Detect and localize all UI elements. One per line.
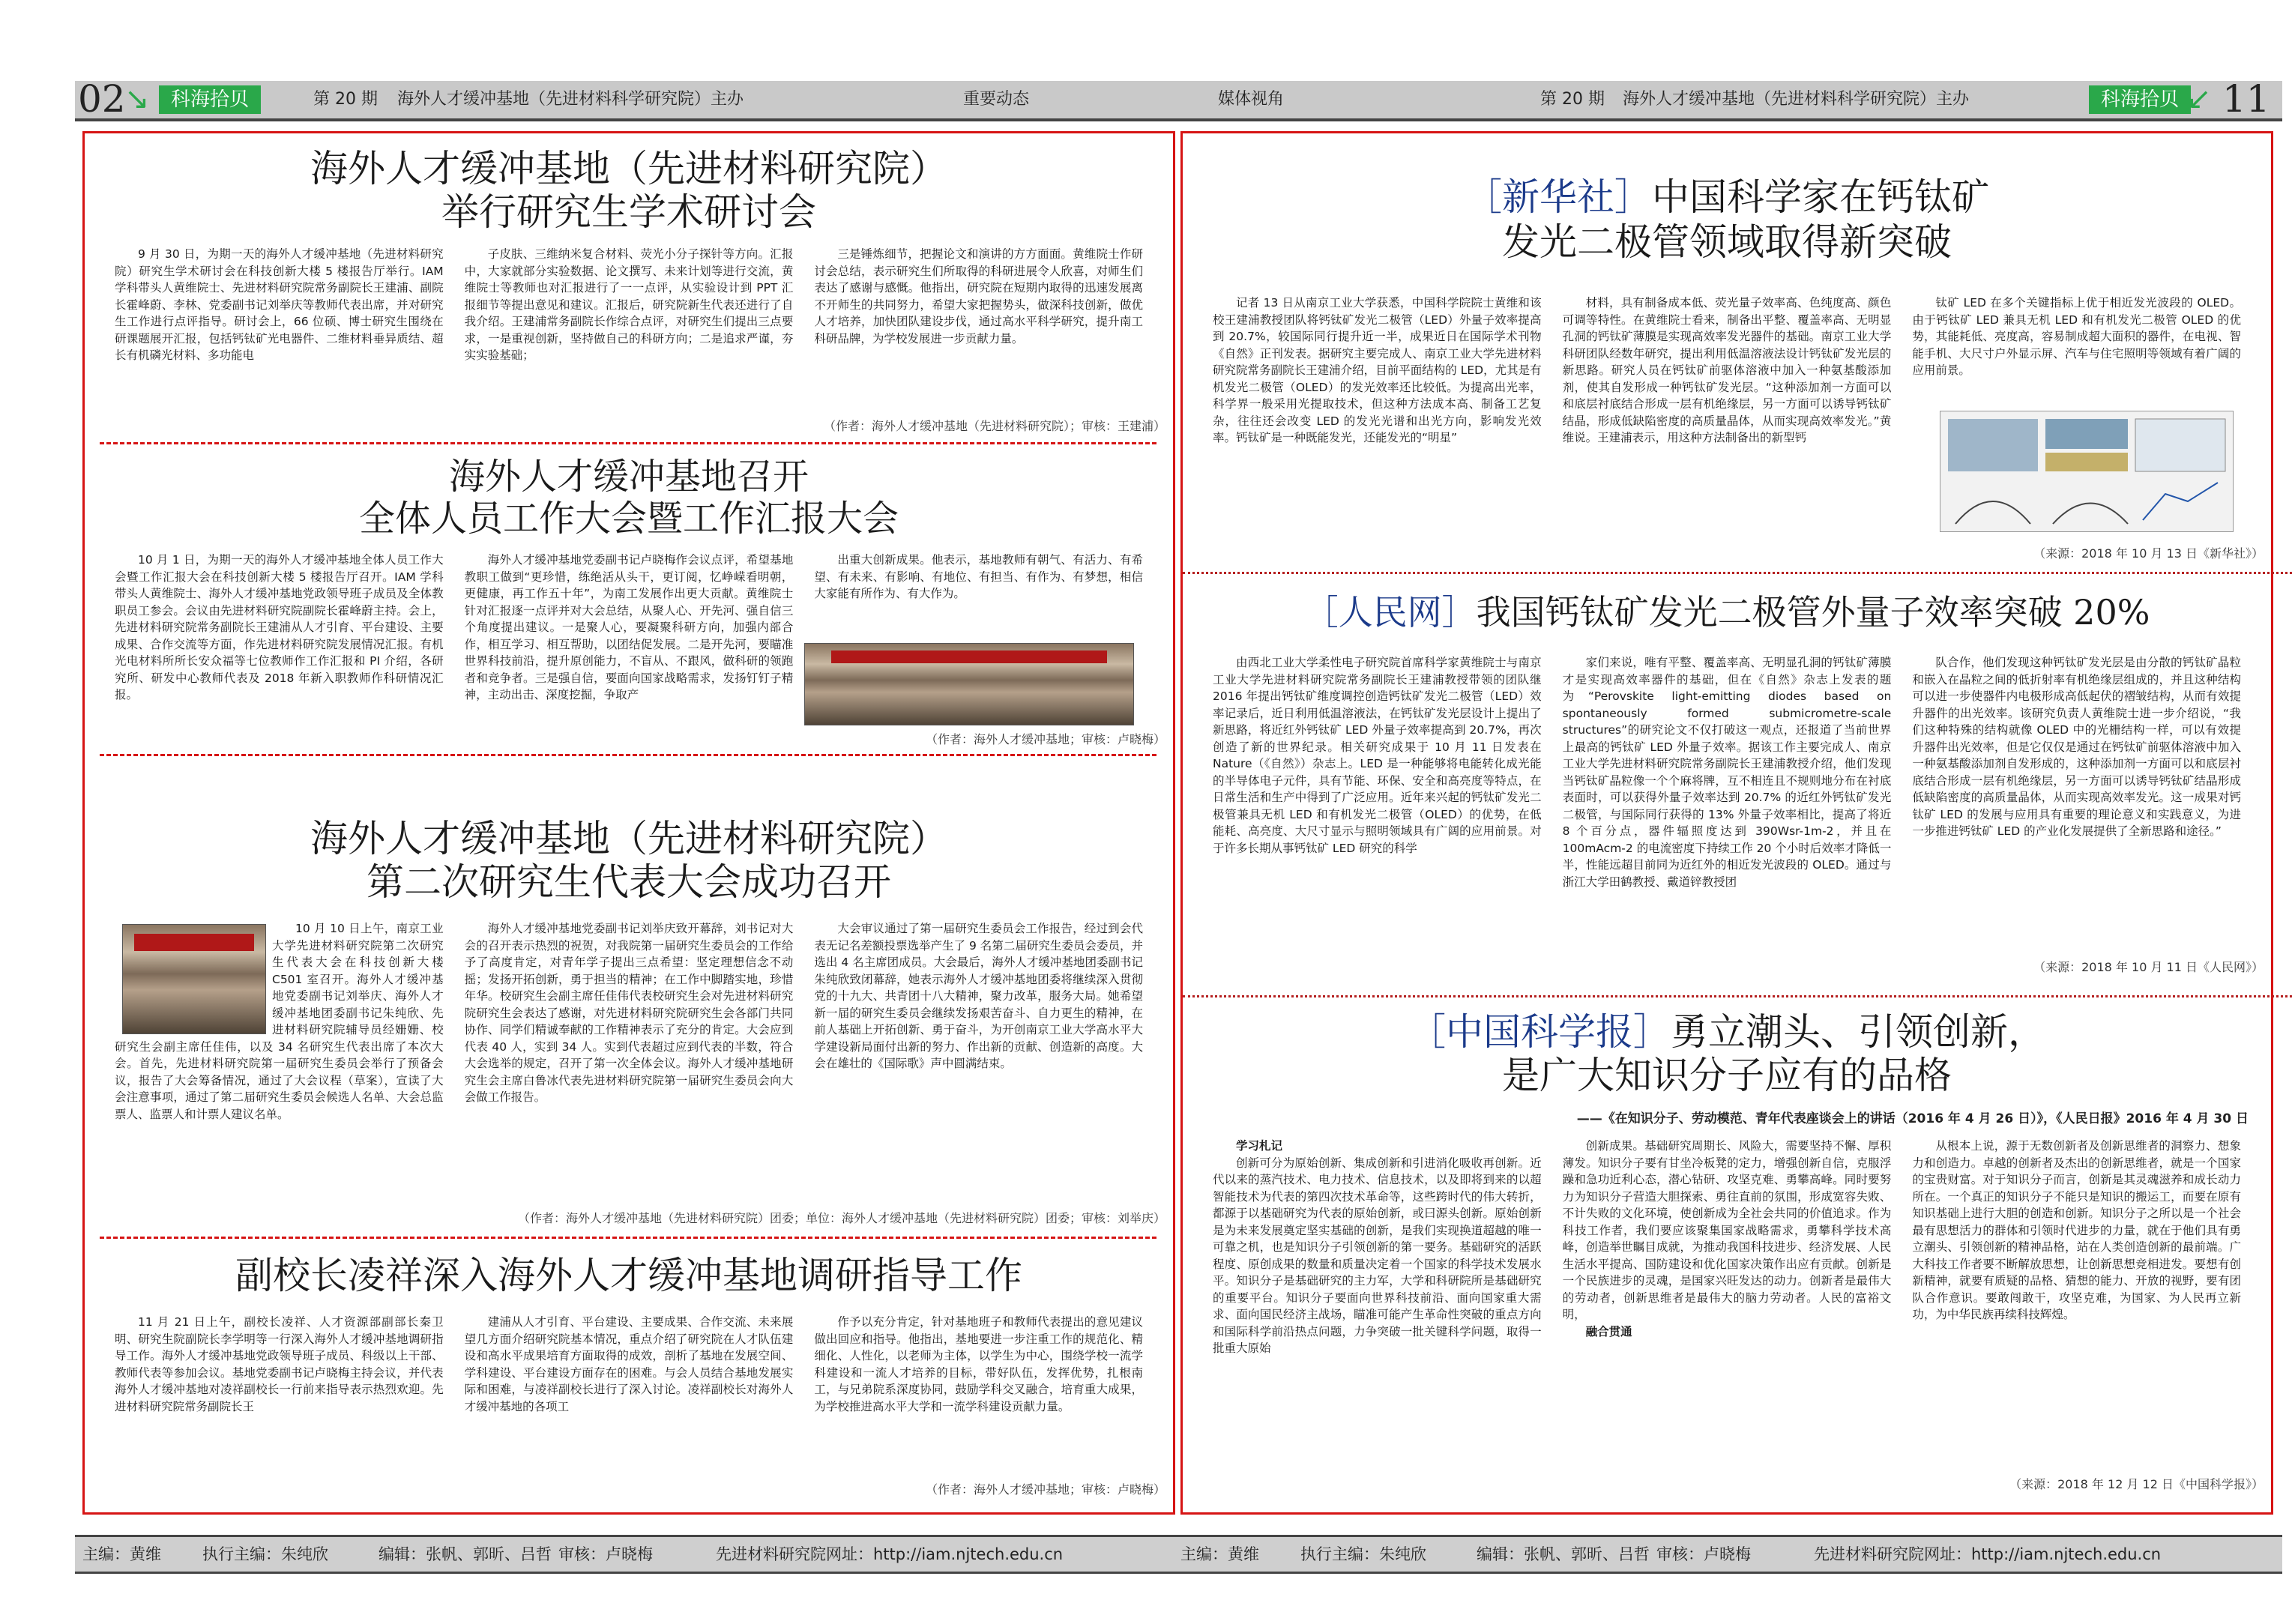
sponsor-text: 海外人才缓冲基地（先进材料科学研究院）主办 [1623,90,1970,109]
article-body: 10 月 1 日，为期一天的海外人才缓冲基地全体人员工作大会暨工作汇报大会在科技创新大楼 5 楼报告厅召开。IAM 学科带头人黄维院士、海外人才缓冲基地党政领导班子成员及全体教职员工参会。会议由先进材料研究院副院长霍峰蔚主持。会上，先进材料研究院常务副院长王建浦从人才引育、平台建设、主要成果、合作交流等方面，作先进材料研究院发展情况汇报。有机光电材料所所长安众福等七位教师作工作汇报和 PI 介绍，各研究所、研发中心教师代表及 2018 年新入职教师作科研情况汇报。 海外人才缓冲基地党委副书记卢晓梅作会议点评，希望基地教职工做到“更珍惜，练绝活从头干，更订阅，忆峥嵘看明朝，更健康，再工作五十年”，为南工发展作出更大贡献。黄维院士针对汇报逐一点评并对大会总结，从聚人心、开先河、强自信三个角度提出建议。一是聚人心，要凝聚科研方向，加强内部合作，相互学习、相互帮助，以团结促发展。二是开先河，要瞄准世界科技前沿，提升原创能力，不盲从、不跟风，做科研的领跑者和竞争者。三是强自信，要面向国家战略需求，发扬钉钉子精神，主动出击、深度挖掘，争取产 出重大创新成果。他表示，基地教师有朝气、有活力、有希望、有未来、有影响、有地位、有担当、有作为、有梦想，相信大家能有所作为、有大作为。 [115,553,1144,701]
article-china-science-daily [1198,1010,2256,1097]
left-header [75,77,1184,121]
meeting-group-photo [804,643,1134,725]
article-credit: （作者：海外人才缓冲基地（先进材料研究院）团委；单位：海外人才缓冲基地（先进材料研究院）团委；审核：刘举庆） [517,1211,1165,1225]
section-name: 媒体视角 [1218,90,1285,109]
figure-curve [2143,483,2218,520]
article-body: 学习札记 创新可分为原始创新、集成创新和引进消化吸收再创新。近代以来的蒸汽技术、电力技术、信息技术，以及即将到来的以超智能技术为代表的第四次技术革命等，这些跨时代的伟大转折，都源于以基础研究为代表的原始创新，或曰源头创新。原始创新是为未来发展奠定坚实基础的创新，是我们实现换道超越的唯一可靠之机，也是知识分子引领创新的第一要务。基础研究的活跃程度、原创成果的数量和质量决定着一个国家的科学技术发展水平。知识分子是基础研究的主力军，大学和科研院所是基础研究的重要平台。知识分子要面向世界科技前沿、面向国家重大需求、面向国民经济主战场，瞄准可能产生革命性突破的重点方向和国际科学前沿热点问题，力争突破一批关键科学问题，取得一批重大原始 创新成果。基础研究周期长、风险大，需要坚持不懈、厚积薄发。知识分子要有甘坐冷板凳的定力，增强创新自信，克服浮躁和急功近利心态，潜心钻研、攻坚克难、勇攀高峰。同时要努力为知识分子营造大胆探索、勇往直前的氛围，形成宽容失败、不计失败的文化环境，使创新成为全社会共同的价值追求。作为科技工作者，我们要应该聚集国家战略需求，勇攀科学技术高峰，创造举世瞩目成就，为推动我国科技进步、经济发展、人民生活水平提高、国防建设和优化国家决策作出应有贡献。创新是一个民族进步的灵魂，是国家兴旺发达的动力。创新者是最伟大的劳动者，创新思维者是最伟大的脑力劳动者。人民的富裕文明， 融合贯通 从根本上说，源于无数创新者及创新思维者的洞察力、想象力和创造力。卓越的创新者及杰出的创新思维者，就是一个国家的宝贵财富。对于知识分子而言，创新是其灵魂滋养和成长动力所在。一个真正的知识分子不能只是知识的搬运工，而要在原有知识基础上进行大胆的创造和创新。知识分子之所以是一个社会最有思想活力的群体和引领时代进步的力量，就在于他们具有勇立潮头、引领创新的精神品格，站在人类创造创新的最前端。广大科技工作者要不断解放思想，让创新思想竞相进发。要想有创新精神，就要有质疑的品格、猜想的能力、开放的视野，要有团队合作意识。要敢闯敢干，攻坚克难，为国家、为人民再立新功，为中华民族再续科技辉煌。 [1213,1139,2242,1355]
sponsor-text: 海外人才缓冲基地（先进材料科学研究院）主办 [397,90,744,109]
article-body: 由西北工业大学柔性电子研究院首席科学家黄维院士与南京工业大学先进材料研究院常务副院长王建浦教授带领的团队继 2016 年提出钙钛矿维度调控创造钙钛矿发光二极管（LED）效率记录后，近日利用低温溶液法，在钙钛矿发光层设计上提出了新思路，将近红外钙钛矿 LED 外量子效率提高到 20.7%，再次创造了新的世界纪录。相关研究成果于 10 月 11 日发表在 Nature（《自然》）杂志上。LED 是一种能够将电能转化成光能的半导体电子元件，具有节能、环保、安全和高亮度等特点，在日常生活和生产中得到了广泛应用。近年来兴起的钙钛矿发光二极管兼具无机 LED 和有机发光二极管（OLED）的优势，在低能耗、高亮度、大尺寸显示与照明领域具有广阔的应用前景。对于许多长期从事钙钛矿 LED 研究的科学 家们来说，唯有平整、覆盖率高、无明显孔洞的钙钛矿薄膜才是实现高效率器件的基础，但在《自然》杂志上发表的题为“Perovskite light-emitting diodes based on spontaneously formed submicrometre-scale structures”的研究论文不仅打破这一观点，还报道了当前世界上最高的钙钛矿 LED 外量子效率。据该工作主要完成人、南京工业大学先进材料研究院常务副院长王建浦教授介绍，他们发现当钙钛矿晶粒像一个个麻将牌，互不相连且不规则地分布在衬底表面时，可以获得外量子效率达到 20.7% 的近红外钙钛矿发光二极管，与国际同行获得的 13% 外量子效率相比，提高了将近 8 个百分点，器件辐照度达到 390Wsr-1m-2，并且在 100mAcm-2 的电流密度下持续工作 20 个小时后效率才降低一半，性能远超目前同为近红外的相近发光波段的 OLED。通过与浙江大学田鹤教授、戴道锌教授团 队合作，他们发现这种钙钛矿发光层是由分散的钙钛矿晶粒和嵌入在晶粒之间的低折射率有机绝缘层组成的，并且这种结构可以进一步使器件内电极形成高低起伏的褶皱结构，从而有效提升器件的出光效率。该研究负责人黄维院士进一步介绍说，“我们这种特殊的结构就像 OLED 中的光栅结构一样，可以有效提升器件出光效率，但是它仅仅是通过在钙钛矿前驱体溶液中加入一种氨基酸添加剂自发形成的，这种添加剂一方面可以和底层衬底结合形成一层有机绝缘层，另一方面可以诱导钙钛矿结晶形成低缺陷密度的高质量晶体，从而实现高效率发光。这一成果对钙钛矿 LED 的发展与应用具有重要的理论意义和实践意义，为进一步推进钙钛矿 LED 的产业化发展提供了全新思路和途径。” [1213,656,2242,889]
divider [100,442,1156,444]
article-title: 海外人才缓冲基地（先进材料研究院） 第二次研究生代表大会成功召开 [310,817,947,904]
footer-editors: 编辑：张帆、郭昕、吕哲 [379,1545,552,1563]
article-credit: （作者：海外人才缓冲基地（先进材料研究院）；审核：王建浦） [823,419,1165,433]
figure-curve [2053,504,2128,525]
article-body: 记者 13 日从南京工业大学获悉，中国科学院院士黄维和该校王建浦教授团队将钙钛矿发光二极管（LED）外量子效率提高到 20.7%，较国际同行提升近一半，成果近日在国际学术刊物《自然》正刊发表。据研究主要完成人、南京工业大学先进材料研究院常务副院长王建浦介绍，目前平面结构的 LED，尤其是有机发光二极管（OLED）的发光效率还比较低。为提高出光率，科学界一般采用光提取技术，但这种方法成本高、制备工艺复杂，往往还会改变 LED 的发光光谱和出光方向，影响发光效率。钙钛矿是一种既能发光，还能发光的“明星” 材料，具有制备成本低、荧光量子效率高、色纯度高、颜色可调等特性。在黄维院士看来，制备出平整、覆盖率高、无明显孔洞的钙钛矿薄膜是实现高效率发光器件的基础。南京工业大学科研团队经数年研究，提出利用低温溶液法设计钙钛矿发光层的新思路。研究人员在钙钛矿前驱体溶液中加入一种氨基酸添加剂，使其自发形成一种钙钛矿发光层。“这种添加剂一方面可以和底层衬底结合形成一层有机绝缘层，另一方面可以诱导钙钛矿结晶，形成低缺陷密度的高质量晶体，从而实现高效率发光。”黄维说。王建浦表示，用这种方法制备出的新型钙 钛矿 LED 在多个关键指标上优于相近发光波段的 OLED。由于钙钛矿 LED 兼具无机 LED 和有机发光二极管 OLED 的优势，其能耗低、亮度高，容易制成超大面积的器件，在电视、智能手机、大尺寸户外显示屏、汽车与住宅照明等领域有着广阔的应用前景。 [1213,296,2242,444]
article-body: 11 月 21 日上午，副校长凌祥、人才资源部副部长秦卫明、研究生院副院长李学明等一行深入海外人才缓冲基地调研指导工作。海外人才缓冲基地党政领导班子成员、科级以上干部、教师代表等参加会议。基地党委副书记卢晓梅主持会议，并代表海外人才缓冲基地对凌祥副校长一行前来指导表示热烈欢迎。先进材料研究院常务副院长王 建浦从人才引育、平台建设、主要成果、合作交流、未来展望几方面介绍研究院基本情况，重点介绍了研究院在人才队伍建设和高水平成果培育方面取得的成效，剖析了基地在发展空间、学科建设、平台建设方面存在的困难。与会人员结合基地发展实际和困难，与凌祥副校长进行了深入讨论。凌祥副校长对海外人才缓冲基地的各项工 作予以充分肯定，针对基地班子和教师代表提出的意见建议做出回应和指导。他指出，基地要进一步注重工作的规范化、精细化、人性化，以老师为主体，以学生为中心，围绕学校一流学科建设和一流人才培养的目标，带好队伍，发挥优势，扎根南工，与兄弟院系深度协同，鼓励学科交叉融合，培育重大成果，为学校推进高水平大学和一流学科建设贡献力量。 [115,1315,1144,1413]
figure-panel [2135,419,2225,471]
article-credit: （作者：海外人才缓冲基地；审核：卢晓梅） [925,732,1165,746]
divider [1183,572,2292,574]
footer-exec-editor: 执行主编：朱纯欣 [1300,1545,1426,1563]
article-people-net [1198,591,2256,634]
research-figure [1940,411,2234,532]
divider [1183,995,2292,997]
figure-panel [2045,453,2128,471]
article-graduate-congress [100,817,1158,904]
article-academic-seminar [100,147,1158,234]
left-footer [75,1535,1184,1574]
footer-editor: 主编：黄维 [82,1545,161,1563]
left-content-frame [82,131,1175,1515]
article-credit: （作者：海外人才缓冲基地；审核：卢晓梅） [925,1482,1165,1497]
arrow-down-right-icon: ↘ [124,82,150,116]
article-title: 海外人才缓冲基地召开 全体人员工作大会暨工作汇报大会 [358,456,899,540]
footer-website[interactable]: 先进材料研究院网址：http://iam.njtech.edu.cn [1814,1545,2162,1563]
article-credit: （来源：2018 年 10 月 13 日《新华社》） [2033,546,2264,561]
divider [100,754,1156,756]
right-header [1173,77,2282,121]
page-number: 02 [78,77,126,121]
figure-panel [2045,419,2128,449]
article-credit: （来源：2018 年 10 月 11 日《人民网》） [2033,960,2264,974]
article-title: 副校长凌祥深入海外人才缓冲基地调研指导工作 [235,1254,1022,1297]
article-title: 海外人才缓冲基地（先进材料研究院） 举行研究生学术研讨会 [310,147,947,234]
article-title: ［人民网］我国钙钛矿发光二极管外量子效率突破 20% [1303,592,2150,633]
article-vice-president-visit [100,1254,1158,1297]
column-logo: 科海拾贝 [159,85,261,114]
article-body: 9 月 30 日，为期一天的海外人才缓冲基地（先进材料研究院）研究生学术研讨会在科技创新大楼 5 楼报告厅举行。IAM 学科带头人黄维院士、先进材料研究院常务副院长王建浦、副院长霍峰蔚、李林、党委副书记刘举庆等教师代表出席，并对研究生工作进行点评指导。研讨会上，66 位硕、博士研究生围绕在研课题展开汇报，包括钙钛矿光电器件、二维材料垂异质结、超长有机磷光材料、多功能电 子皮肤、三维纳米复合材料、荧光小分子探针等方向。汇报中，大家就部分实验数据、论文撰写、未来计划等进行交流，黄维院士等教师也对汇报进行了一一点评，从实验设计到 PPT 汇报细节等提出意见和建议。汇报后，研究院新生代表还进行了自我介绍。王建浦常务副院长作综合点评，对研究生们提出三点要求，一是重视创新，坚持做自己的科研方向；二是追求严谨，夯实实验基础； 三是锤炼细节，把握论文和演讲的方方面面。黄维院士作研讨会总结，表示研究生们所取得的科研进展令人欣喜，对师生们表达了感谢与感慨。他指出，研究院在短期内取得的迅速发展离不开师生的共同努力，希望大家把握势头，做深科技创新，做优人才培养，加快团队建设步伐，通过高水平科学研究，提升南工科研品牌，为学校发展进一步贡献力量。 [115,247,1144,362]
article-title: ［新华社］中国科学家在钙钛矿 发光二极管领域取得新突破 [1465,175,1989,264]
section-name: 重要动态 [963,90,1030,109]
arrow-down-left-icon: ↙ [2186,82,2212,116]
right-footer [1173,1535,2282,1574]
footer-editors: 编辑：张帆、郭昕、吕哲 [1477,1545,1650,1563]
article-staff-meeting [100,456,1158,540]
article-body: 10 月 10 日上午，南京工业大学先进材料研究院第二次研究生代表大会在科技创新大楼 C501 室召开。海外人才缓冲基地党委副书记刘举庆、海外人才缓冲基地团委副书记朱纯欣、先进材料研究院辅导员经姗姗、校研究生会副主席任佳伟，以及 34 名研究生代表出席了本次大会。首先，先进材料研究院第一届研究生委员会举行了预备会议，报告了大会筹备情况，通过了大会议程（草案），宣读了大会注意事项，通过了第二届研究生委员会候选人名单、大会总监票人、监票人和计票人建议名单。 海外人才缓冲基地党委副书记刘举庆致开幕辞，刘书记对大会的召开表示热烈的祝贺，对我院第一届研究生委员会的工作给予了高度肯定，对青年学子提出三点希望：坚定理想信念不动摇；发扬开拓创新，勇于担当的精神；在工作中脚踏实地，珍惜年华。校研究生会副主席任佳伟代表校研究生会对先进材料研究院研究生会表达了感谢，对先进材料研究院研究生会各部门共同协作、同学们精诚奉献的工作精神表示了充分的肯定。大会应到代表 40 人，实到 34 人。实到代表超过应到代表的半数，符合大会选举的规定，召开了第一次全体会议。海外人才缓冲基地研究生会主席白鲁冰代表先进材料研究院第一届研究生委员会向大会做工作报告。 大会审议通过了第一届研究生委员会工作报告，经过到会代表无记名差额投票选举产生了 9 名第二届研究生委员会委员，并选出 4 名主席团成员。大会最后，海外人才缓冲基地团委副书记朱纯欣致闭幕辞，她表示海外人才缓冲基地团委将继续深入贯彻党的十九大、共青团十八大精神，聚力改革，服务大局。她希望新一届的研究生委员会继续发扬艰苦奋斗、自力更生的精神，在前人基础上开拓创新、勇于奋斗，为开创南京工业大学高水平大学建设新局面付出新的努力、作出新的贡献、创造新的高度。大会在雄壮的《国际歌》声中圆满结束。 [115,922,1144,1121]
footer-editor: 主编：黄维 [1180,1545,1259,1563]
issue-number: 第 20 期 [313,90,378,109]
divider [100,1237,1156,1239]
footer-reviewer: 审核：卢晓梅 [1656,1545,1751,1563]
column-logo: 科海拾贝 [2089,85,2191,114]
source-tag: ［人民网］ [1303,592,1477,633]
left-page [75,0,1184,1624]
article-title: ［中国科学报］勇立潮头、引领创新， 是广大知识分子应有的品格 [1408,1010,2045,1097]
source-tag: ［中国科学报］ [1408,1010,1671,1054]
article-credit: （来源：2018 年 12 月 12 日《中国科学报》） [2009,1477,2264,1491]
figure-panel [1948,419,2038,471]
page-number: 11 [2222,77,2270,121]
footer-reviewer: 审核：卢晓梅 [558,1545,653,1563]
article-xinhua [1198,175,2256,265]
figure-curve [1955,501,2030,524]
footer-website[interactable]: 先进材料研究院网址：http://iam.njtech.edu.cn [716,1545,1064,1563]
source-tag: ［新华社］ [1465,175,1652,219]
right-page [1173,0,2282,1624]
section-heading: 学习札记 [1236,1139,1283,1153]
footer-exec-editor: 执行主编：朱纯欣 [202,1545,328,1563]
speech-reference: ——《在知识分子、劳动模范、青年代表座谈会上的讲话（2016 年 4 月 26 日）》，《人民日报》2016 年 4 月 30 日 [1576,1111,2249,1126]
section-heading: 融合贯通 [1585,1324,1632,1338]
right-content-frame [1180,131,2273,1515]
issue-number: 第 20 期 [1540,90,1605,109]
